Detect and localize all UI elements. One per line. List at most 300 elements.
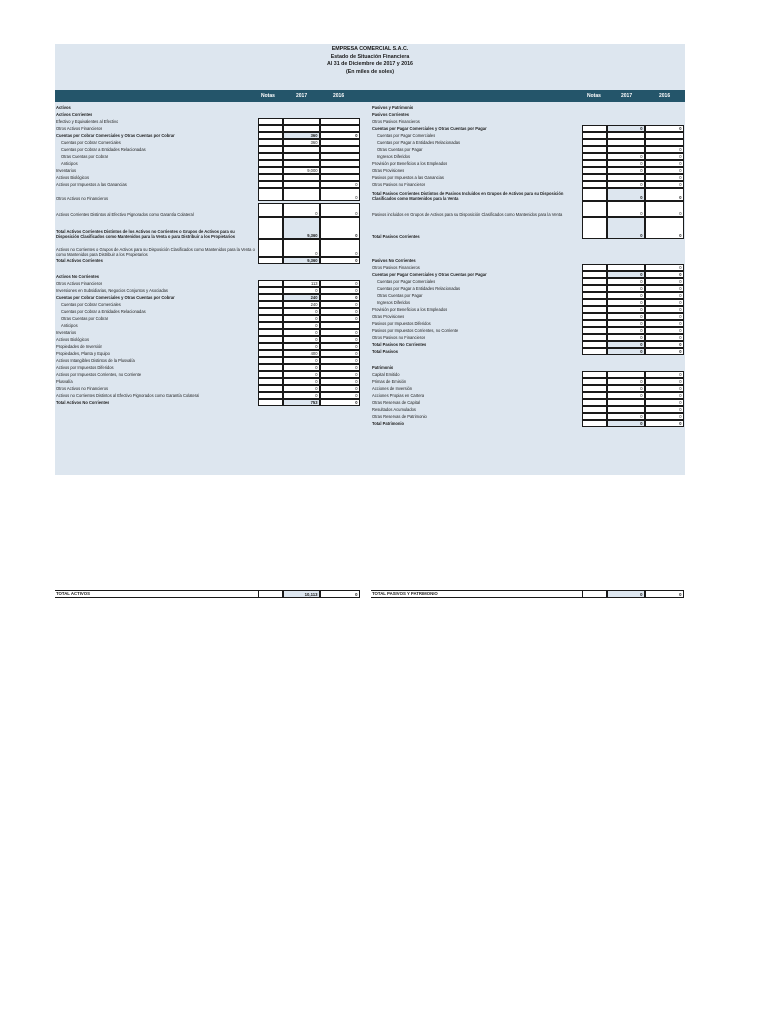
statement-row — [371, 313, 685, 320]
notes-cell — [258, 217, 283, 239]
total-assets-2017: 10,113 — [283, 590, 320, 598]
value-2016-cell: 0 — [645, 285, 684, 292]
row-label: Total Activos Corrientes — [56, 258, 103, 263]
statement-row — [55, 322, 365, 329]
value-2017-cell: 9,360 — [283, 257, 320, 264]
statement-row — [371, 167, 685, 174]
value-2016-cell — [320, 160, 360, 167]
statement-row — [55, 239, 365, 257]
value-2016-cell — [320, 153, 360, 160]
statement-row — [55, 146, 365, 153]
value-2017-cell — [283, 153, 320, 160]
value-2017-cell: 0 — [607, 285, 645, 292]
notes-cell — [582, 334, 607, 341]
row-label: Otras Reservas de Patrimonio — [372, 414, 427, 419]
value-2016-cell: 0 — [320, 378, 360, 385]
value-2017-cell: 0 — [607, 181, 645, 188]
notes-cell — [258, 153, 283, 160]
statement-row — [371, 292, 685, 299]
row-label: Pasivos por Impuestos a las Ganancias — [372, 175, 444, 180]
row-label: Patrimonio — [372, 365, 394, 370]
statement-row — [55, 315, 365, 322]
value-2016-cell: 0 — [320, 371, 360, 378]
row-label: Activos no Corrientes o Grupos de Activos para su Disposición Clasificados como Mantenidos para la Venta o como Mantenidos para Distribuir a los Propietarios — [56, 247, 255, 257]
statement-row — [371, 153, 685, 160]
row-label: Cuentas por Cobrar Comerciales — [61, 140, 121, 145]
total-liabilities-notes-cell — [582, 590, 607, 598]
statement-row — [371, 111, 685, 118]
row-label: Resultados Acumulados — [372, 407, 416, 412]
row-label: Total Pasivos No Corrientes — [372, 342, 427, 347]
value-2016-cell: 0 — [645, 413, 684, 420]
notes-cell — [582, 406, 607, 413]
value-2017-cell — [283, 181, 320, 188]
value-2016-cell: 0 — [645, 217, 684, 239]
notes-cell — [582, 327, 607, 334]
row-label: Otros Activos no Financieros — [56, 386, 109, 391]
value-2017-cell: 0 — [607, 334, 645, 341]
row-label: Otras Cuentas por Cobrar — [61, 316, 109, 321]
row-label: Efectivo y Equivalentes al Efectivo — [56, 119, 119, 124]
notes-cell — [258, 203, 283, 217]
statement-row — [371, 320, 685, 327]
statement-row — [55, 336, 365, 343]
row-label: Total Activos No Corrientes — [56, 400, 110, 405]
total-liabilities-equity-2017: 0 — [607, 590, 645, 598]
value-2016-cell: 0 — [320, 329, 360, 336]
statement-row — [371, 420, 685, 427]
value-2016-cell: 0 — [320, 399, 360, 406]
notes-cell — [258, 146, 283, 153]
row-label: Cuentas por Pagar Comerciales y Otras Cuentas por Pagar — [372, 272, 487, 277]
value-2017-cell: 0 — [283, 378, 320, 385]
row-label: Activos por Impuestos a las Ganancias — [56, 182, 127, 187]
row-label: Activos por Impuestos Corrientes, no Corriente — [56, 372, 142, 377]
row-label: Propiedades, Planta y Equipo — [56, 351, 110, 356]
statement-row — [371, 348, 685, 355]
row-label: Activos — [56, 105, 71, 110]
row-label: Otros Pasivos no Financieros — [372, 335, 426, 340]
row-label: Total Pasivos Corrientes Distintos de Pasivos Incluidos en Grupos de Activos para su Disposición Clasificados como Mantenidos para la Venta — [372, 191, 564, 201]
statement-row — [55, 287, 365, 294]
value-2016-cell: 0 — [320, 357, 360, 364]
value-2016-cell: 0 — [320, 385, 360, 392]
value-2017-cell: 0 — [607, 420, 645, 427]
notes-cell — [582, 285, 607, 292]
notes-cell — [582, 201, 607, 217]
total-liabilities-equity-2016: 0 — [645, 590, 684, 598]
statement-row — [371, 174, 685, 181]
value-2017-cell: 0 — [283, 329, 320, 336]
value-2017-cell — [607, 264, 645, 271]
row-label: Cuentas por Pagar Comerciales — [377, 133, 436, 138]
statement-row — [55, 280, 365, 287]
notes-cell — [582, 313, 607, 320]
notes-cell — [258, 257, 283, 264]
row-label: Anticipos — [61, 161, 78, 166]
statement-row — [55, 160, 365, 167]
value-2016-cell: 0 — [645, 341, 684, 348]
notes-cell — [258, 239, 283, 257]
value-2016-cell: 0 — [320, 287, 360, 294]
row-label: Ingresos Diferidos — [377, 154, 410, 159]
notes-cell — [258, 301, 283, 308]
row-label: Cuentas por Cobrar Comerciales — [61, 302, 121, 307]
value-2017-cell: 240 — [283, 294, 320, 301]
statement-date: Al 31 de Diciembre de 2017 y 2016 — [327, 61, 413, 68]
notes-cell — [582, 371, 607, 378]
row-label: Cuentas por Pagar a Entidades Relacionadas — [377, 140, 461, 145]
value-2016-cell: 0 — [645, 188, 684, 201]
value-2017-cell — [283, 146, 320, 153]
total-liabilities-equity-row — [371, 590, 684, 598]
value-2017-cell — [607, 132, 645, 139]
statement-row — [371, 160, 685, 167]
notes-cell — [258, 322, 283, 329]
statement-row — [371, 306, 685, 313]
row-label: Pasivos por Impuestos Corrientes, no Corriente — [372, 328, 459, 333]
value-2017-cell: 0 — [607, 271, 645, 278]
row-label: Otros Activos Financieros — [56, 281, 103, 286]
statement-row — [55, 399, 365, 406]
value-2017-cell: 0 — [607, 278, 645, 285]
row-label: Total Pasivos — [372, 349, 399, 354]
report-title — [55, 44, 685, 76]
value-2016-cell — [320, 118, 360, 125]
row-label: Otros Pasivos Financieros — [372, 265, 420, 270]
value-2016-cell: 0 — [320, 364, 360, 371]
row-label: Primas de Emisión — [372, 379, 407, 384]
notes-cell — [582, 132, 607, 139]
notes-cell — [258, 357, 283, 364]
value-2017-cell: 0 — [607, 167, 645, 174]
value-2017-cell: 0 — [607, 160, 645, 167]
value-2016-cell: 0 — [645, 292, 684, 299]
year-2017-header-left: 2017 — [296, 93, 308, 99]
year-2017-header-right: 2017 — [621, 93, 633, 99]
value-2016-cell: 0 — [645, 378, 684, 385]
notes-cell — [258, 385, 283, 392]
row-label: Inversiones en Subsidiarias, Negocios Conjuntos y Asociadas — [56, 288, 168, 293]
statement-row — [55, 364, 365, 371]
statement-row — [55, 294, 365, 301]
year-2016-header-left: 2016 — [333, 93, 345, 99]
statement-row — [55, 378, 365, 385]
value-2017-cell: 0 — [607, 385, 645, 392]
year-2016-header-right: 2016 — [659, 93, 671, 99]
value-2017-cell: 360 — [283, 139, 320, 146]
value-2016-cell: 0 — [645, 153, 684, 160]
row-label: Cuentas por Cobrar a Entidades Relacionadas — [61, 147, 146, 152]
statement-row — [55, 125, 365, 132]
notes-cell — [258, 315, 283, 322]
statement-row — [55, 357, 365, 364]
notes-cell — [582, 167, 607, 174]
value-2016-cell: 0 — [645, 146, 684, 153]
value-2016-cell — [645, 132, 684, 139]
row-label: Cuentas por Pagar Comerciales y Otras Cuentas por Pagar — [372, 126, 487, 131]
statement-row — [371, 378, 685, 385]
value-2017-cell: 400 — [283, 350, 320, 357]
statement-row — [371, 364, 685, 371]
notes-cell — [582, 348, 607, 355]
statement-row — [55, 181, 365, 188]
value-2016-cell: 0 — [320, 188, 360, 201]
row-label: Inventarios — [56, 168, 77, 173]
row-label: Anticipos — [61, 323, 78, 328]
statement-name: Estado de Situación Financiera — [330, 53, 410, 60]
statement-row — [371, 392, 685, 399]
value-2016-cell: 0 — [645, 327, 684, 334]
statement-row — [371, 132, 685, 139]
value-2017-cell — [283, 174, 320, 181]
value-2017-cell: 240 — [283, 301, 320, 308]
value-2016-cell: 0 — [320, 301, 360, 308]
row-label: Plusvalía — [56, 379, 73, 384]
value-2017-cell: 0 — [283, 322, 320, 329]
value-2017-cell: 0 — [283, 287, 320, 294]
notes-cell — [582, 413, 607, 420]
value-2017-cell: 0 — [607, 153, 645, 160]
value-2017-cell: 0 — [607, 292, 645, 299]
notes-cell — [258, 125, 283, 132]
notes-cell — [258, 336, 283, 343]
statement-row — [371, 285, 685, 292]
value-2016-cell — [320, 139, 360, 146]
statement-row — [371, 278, 685, 285]
notes-header-right: Notas — [587, 93, 601, 99]
row-label: Cuentas por Pagar Comerciales — [377, 279, 436, 284]
row-label: Cuentas por Cobrar a Entidades Relacionadas — [61, 309, 146, 314]
value-2016-cell: 0 — [320, 239, 360, 257]
value-2017-cell: 0 — [283, 392, 320, 399]
notes-cell — [258, 294, 283, 301]
value-2017-cell: 0 — [283, 336, 320, 343]
value-2016-cell: 0 — [645, 371, 684, 378]
value-2016-cell: 0 — [320, 203, 360, 217]
row-label: Activos Corrientes Distintos al Efectivo Pignorados como Garantía Colateral — [56, 212, 194, 217]
value-2017-cell: 0 — [607, 341, 645, 348]
row-label: Otras Cuentas por Pagar — [377, 293, 423, 298]
balance-sheet — [55, 44, 685, 475]
statement-row — [371, 257, 685, 264]
notes-cell — [582, 420, 607, 427]
statement-row — [55, 273, 365, 280]
value-2016-cell: 0 — [320, 308, 360, 315]
notes-cell — [582, 146, 607, 153]
statement-row — [371, 139, 685, 146]
notes-cell — [258, 308, 283, 315]
value-2017-cell: 0 — [607, 217, 645, 239]
row-label: Activos No Corrientes — [56, 274, 99, 279]
row-label: Otras Provisiones — [372, 314, 405, 319]
value-2016-cell: 0 — [645, 125, 684, 132]
row-label: Acciones Propias en Cartera — [372, 393, 425, 398]
statement-row — [55, 174, 365, 181]
notes-cell — [582, 378, 607, 385]
value-2017-cell: 0 — [283, 315, 320, 322]
notes-cell — [582, 306, 607, 313]
statement-row — [55, 217, 365, 239]
row-label: Otras Cuentas por Cobrar — [61, 154, 109, 159]
value-2017-cell: 0 — [607, 327, 645, 334]
value-2016-cell: 0 — [645, 201, 684, 217]
notes-cell — [258, 181, 283, 188]
value-2016-cell: 0 — [320, 315, 360, 322]
value-2016-cell: 0 — [645, 264, 684, 271]
value-2016-cell: 0 — [645, 334, 684, 341]
value-2016-cell: 0 — [645, 167, 684, 174]
value-2017-cell: 0 — [607, 392, 645, 399]
statement-row — [371, 341, 685, 348]
value-2017-cell — [607, 174, 645, 181]
value-2017-cell: 113 — [283, 280, 320, 287]
notes-cell — [582, 299, 607, 306]
value-2016-cell: 0 — [320, 350, 360, 357]
total-assets-label: TOTAL ACTIVOS — [56, 591, 90, 596]
row-label: Pasivos Corrientes — [372, 112, 410, 117]
notes-cell — [582, 278, 607, 285]
statement-row — [55, 104, 365, 111]
value-2017-cell: 0 — [283, 385, 320, 392]
value-2017-cell: 0 — [607, 201, 645, 217]
value-2017-cell: 0 — [607, 188, 645, 201]
row-label: Activos Biológicos — [56, 175, 89, 180]
value-2016-cell: 0 — [645, 174, 684, 181]
row-label: Otros Activos no Financieros — [56, 196, 109, 201]
value-2016-cell: 0 — [320, 280, 360, 287]
row-label: Activos no Corrientes Distintos al Efectivo Pignorados como Garantía Colateral — [56, 393, 200, 398]
statement-row — [371, 104, 685, 111]
value-2016-cell: 0 — [645, 320, 684, 327]
value-2017-cell: 360 — [283, 132, 320, 139]
row-label: Inventarios — [56, 330, 77, 335]
row-label: Total Activos Corrientes Distintos de los Activos no Corrientes o Grupos de Activos para su Disposición Clasificados como Mantenidos para la Venta o para Distribuir a los Propietarios — [56, 229, 236, 239]
value-2016-cell — [320, 167, 360, 174]
value-2017-cell: 9,000 — [283, 167, 320, 174]
notes-cell — [582, 181, 607, 188]
row-label: Capital Emitido — [372, 372, 400, 377]
statement-row — [371, 371, 685, 378]
row-label: Pasivos No Corrientes — [372, 258, 416, 263]
value-2017-cell: 0 — [283, 203, 320, 217]
statement-row — [371, 264, 685, 271]
statement-row — [371, 188, 685, 201]
value-2016-cell: 0 — [320, 336, 360, 343]
statement-row — [55, 385, 365, 392]
notes-cell — [258, 287, 283, 294]
value-2017-cell: 0 — [607, 125, 645, 132]
row-label: Cuentas por Pagar a Entidades Relacionadas — [377, 286, 461, 291]
value-2016-cell: 0 — [320, 257, 360, 264]
total-assets-2016: 0 — [320, 590, 360, 598]
value-2016-cell: 0 — [320, 392, 360, 399]
value-2017-cell — [607, 399, 645, 406]
value-2016-cell — [320, 174, 360, 181]
notes-cell — [258, 329, 283, 336]
notes-cell — [258, 118, 283, 125]
statement-row — [55, 167, 365, 174]
value-2017-cell: 753 — [283, 399, 320, 406]
statement-row — [55, 392, 365, 399]
total-liabilities-equity-label: TOTAL PASIVOS Y PATRIMONIO — [372, 591, 438, 596]
notes-cell — [582, 264, 607, 271]
statement-units: (En miles de soles) — [346, 68, 394, 75]
value-2017-cell: 0 — [607, 306, 645, 313]
statement-row — [371, 217, 685, 239]
notes-cell — [582, 292, 607, 299]
value-2017-cell: 0 — [607, 320, 645, 327]
row-label: Activos Intangibles Distintos de la Plusvalía — [56, 358, 135, 363]
statement-row — [55, 343, 365, 350]
notes-cell — [582, 153, 607, 160]
value-2016-cell: 0 — [645, 399, 684, 406]
notes-cell — [582, 188, 607, 201]
statement-row — [371, 181, 685, 188]
notes-cell — [582, 125, 607, 132]
value-2016-cell: 0 — [320, 181, 360, 188]
statement-row — [55, 257, 365, 264]
row-label: Ingresos Diferidos — [377, 300, 410, 305]
notes-cell — [258, 174, 283, 181]
value-2016-cell — [320, 125, 360, 132]
value-2017-cell: 9,360 — [283, 217, 320, 239]
notes-cell — [582, 271, 607, 278]
value-2017-cell: 0 — [607, 378, 645, 385]
statement-row — [55, 118, 365, 125]
notes-cell — [258, 378, 283, 385]
value-2016-cell: 0 — [645, 406, 684, 413]
notes-cell — [258, 399, 283, 406]
value-2017-cell: 0 — [283, 308, 320, 315]
value-2016-cell: 0 — [645, 181, 684, 188]
statement-row — [55, 139, 365, 146]
row-label: Pasivos incluidos en Grupos de Activos para su Disposición Clasificados como Mantenidos para la Venta — [372, 212, 563, 217]
row-label: Pasivos por Impuestos Diferidos — [372, 321, 431, 326]
notes-cell — [258, 343, 283, 350]
value-2016-cell: 0 — [320, 132, 360, 139]
notes-cell — [258, 350, 283, 357]
statement-row — [371, 399, 685, 406]
statement-row — [371, 385, 685, 392]
value-2017-cell — [607, 139, 645, 146]
statement-row — [55, 203, 365, 217]
value-2017-cell: 0 — [607, 313, 645, 320]
value-2017-cell — [283, 118, 320, 125]
notes-cell — [258, 188, 283, 201]
statement-row — [371, 271, 685, 278]
value-2017-cell — [607, 406, 645, 413]
notes-cell — [258, 132, 283, 139]
row-label: Otros Pasivos no Financieros — [372, 182, 426, 187]
row-label: Total Patrimonio — [372, 421, 404, 426]
value-2016-cell — [645, 139, 684, 146]
statement-row — [371, 146, 685, 153]
notes-cell — [582, 139, 607, 146]
notes-cell — [582, 160, 607, 167]
statement-row — [55, 371, 365, 378]
row-label: Otros Pasivos Financieros — [372, 119, 420, 124]
value-2017-cell — [607, 371, 645, 378]
statement-row — [55, 111, 365, 118]
statement-row — [55, 132, 365, 139]
row-label: Activos Corrientes — [56, 112, 93, 117]
notes-cell — [582, 392, 607, 399]
statement-row — [371, 299, 685, 306]
value-2017-cell — [283, 125, 320, 132]
value-2016-cell: 0 — [645, 271, 684, 278]
row-label: Activos Biológicos — [56, 337, 89, 342]
